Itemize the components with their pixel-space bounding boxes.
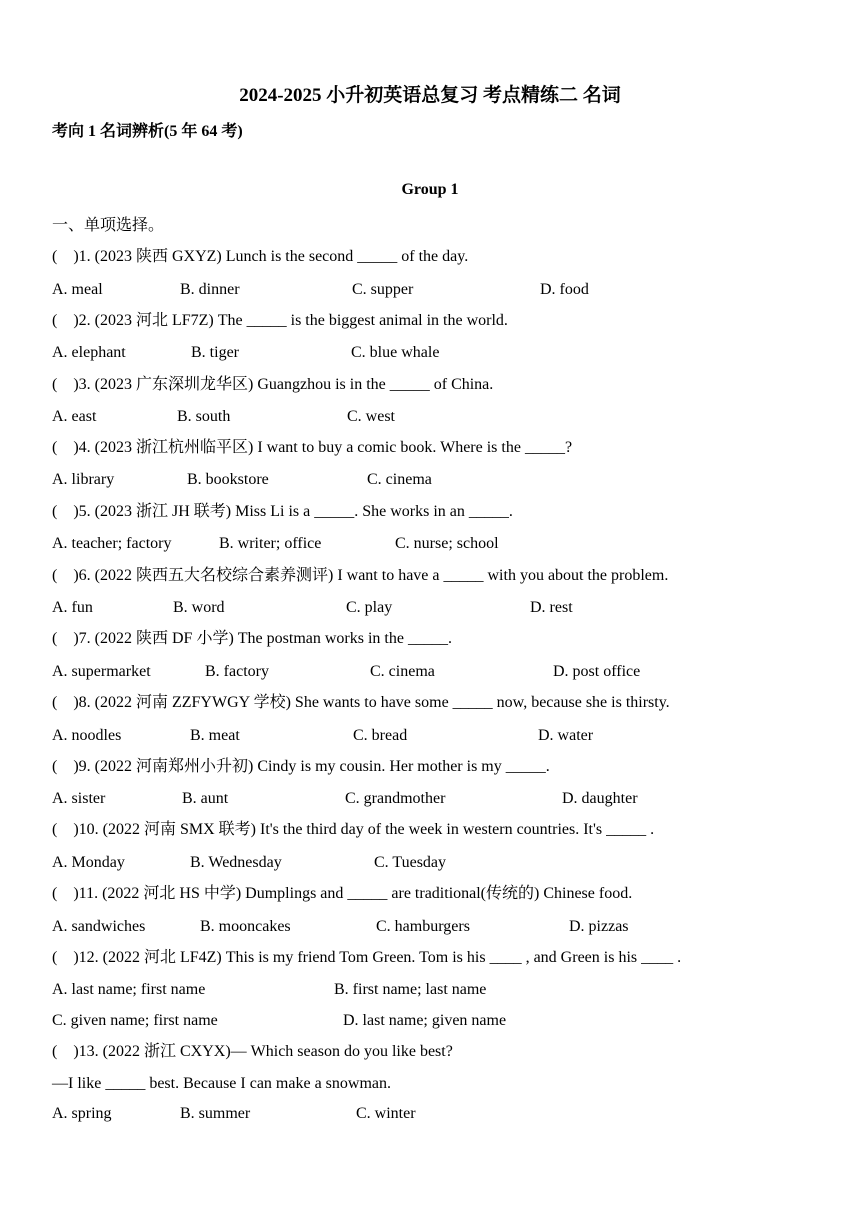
question-stem: ( )4. (2023 浙江杭州临平区) I want to buy a comic book. Where is the _____? [52,439,573,456]
option: B. bookstore [187,471,269,488]
question-stem: ( )10. (2022 河南 SMX 联考) It's the third day of the week in western countries. It's _____ . [52,821,655,838]
option: C. cinema [370,663,435,680]
question-stem: ( )12. (2022 河北 LF4Z) This is my friend Tom Green. Tom is his ____ , and Green is his ____ . [52,949,682,966]
question-stem: ( )6. (2022 陕西五大名校综合素养测评) I want to have a _____ with you about the problem. [52,567,669,584]
instruction-text: 一、单项选择。 [52,217,165,234]
option: C. Tuesday [374,854,447,871]
group-heading: Group 1 [401,181,459,198]
option-row [52,407,832,427]
option: C. supper [352,281,414,298]
option: D. water [538,727,594,744]
option: C. play [346,599,393,616]
question-stem: ( )8. (2022 河南 ZZFYWGY 学校) She wants to have some _____ now, because she is thirsty. [52,694,670,711]
option-row [52,917,832,937]
option: C. west [347,408,395,425]
option-row [52,470,832,490]
option: C. bread [353,727,408,744]
option-row [52,789,832,809]
option: C. hamburgers [376,918,470,935]
option: B. aunt [182,790,229,807]
document-title: 2024-2025 小升初英语总复习 考点精练二 名词 [239,85,621,106]
option: A. library [52,471,115,488]
option: C. grandmother [345,790,446,807]
question-stem: ( )7. (2022 陕西 DF 小学) The postman works in the _____. [52,630,452,647]
option-row [52,598,832,618]
option-row [52,726,832,746]
option: B. first name; last name [334,981,487,998]
option: A. sister [52,790,106,807]
option: A. spring [52,1105,112,1122]
section-heading: 考向 1 名词辨析(5 年 64 考) [52,123,243,140]
option: D. pizzas [569,918,629,935]
option: D. rest [530,599,573,616]
option: B. word [173,599,225,616]
option: B. summer [180,1105,251,1122]
question-stem: ( )3. (2023 广东深圳龙华区) Guangzhou is in the _____ of China. [52,376,494,393]
option: A. elephant [52,344,126,361]
option-row [52,853,832,873]
option: D. food [540,281,589,298]
option-row [52,1011,832,1031]
option: A. east [52,408,97,425]
option: A. noodles [52,727,122,744]
option-row [52,280,832,300]
dialogue-reply: —I like _____ best. Because I can make a snowman. [52,1075,392,1092]
question-stem: ( )9. (2022 河南郑州小升初) Cindy is my cousin. Her mother is my _____. [52,758,550,775]
option: A. supermarket [52,663,151,680]
option: D. post office [553,663,641,680]
option: B. south [177,408,231,425]
option: A. last name; first name [52,981,206,998]
option: B. tiger [191,344,239,361]
option: A. meal [52,281,103,298]
option: D. last name; given name [343,1012,507,1029]
question-stem: ( )1. (2023 陕西 GXYZ) Lunch is the second _____ of the day. [52,248,469,265]
question-stem: ( )13. (2022 浙江 CXYX)— Which season do you like best? [52,1043,453,1060]
option: D. daughter [562,790,638,807]
option: C. given name; first name [52,1012,218,1029]
option: A. fun [52,599,93,616]
option-row [52,1104,832,1124]
option: B. meat [190,727,240,744]
option: A. sandwiches [52,918,146,935]
option: B. dinner [180,281,240,298]
question-stem: ( )2. (2023 河北 LF7Z) The _____ is the biggest animal in the world. [52,312,508,329]
option: B. factory [205,663,269,680]
option: B. mooncakes [200,918,291,935]
option: B. Wednesday [190,854,282,871]
option: B. writer; office [219,535,322,552]
option: C. cinema [367,471,432,488]
option: C. nurse; school [395,535,499,552]
option-row [52,980,832,1000]
option: C. blue whale [351,344,440,361]
question-stem: ( )11. (2022 河北 HS 中学) Dumplings and _____ are traditional(传统的) Chinese food. [52,885,633,902]
option: A. Monday [52,854,125,871]
question-stem: ( )5. (2023 浙江 JH 联考) Miss Li is a _____. She works in an _____. [52,503,513,520]
option-row [52,343,832,363]
option: C. winter [356,1105,416,1122]
option: A. teacher; factory [52,535,172,552]
option-row [52,662,832,682]
option-row [52,534,832,554]
